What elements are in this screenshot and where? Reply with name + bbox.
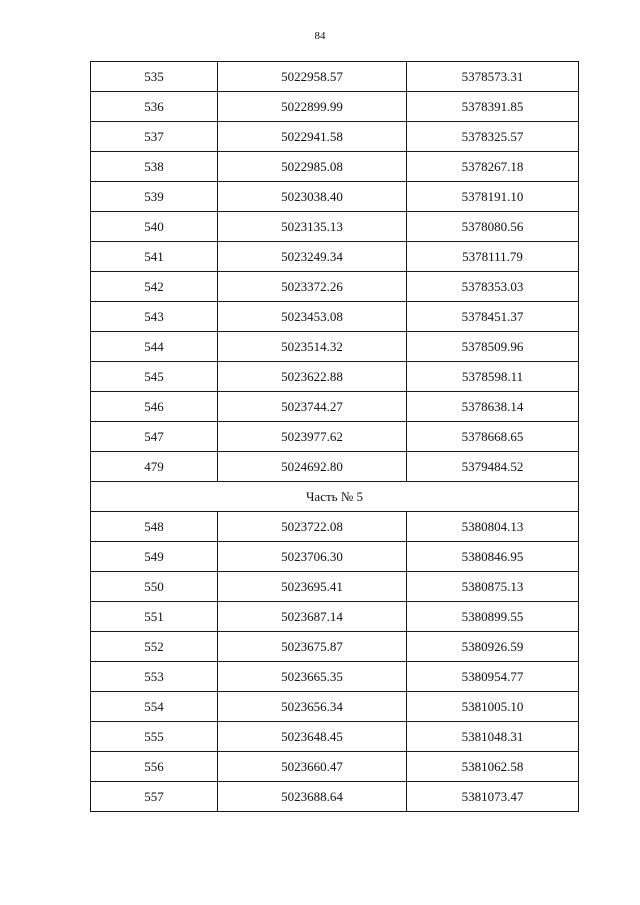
- x-coordinate-cell: 5023675.87: [218, 632, 407, 662]
- x-coordinate-cell: 5023453.08: [218, 302, 407, 332]
- y-coordinate-cell: 5380846.95: [407, 542, 579, 572]
- point-number-cell: 539: [91, 182, 218, 212]
- point-number-cell: 549: [91, 542, 218, 572]
- table-row: [91, 572, 579, 602]
- point-number-cell: 552: [91, 632, 218, 662]
- point-number-cell: 547: [91, 422, 218, 452]
- table-row: [91, 632, 579, 662]
- table-row: [91, 782, 579, 812]
- table-row: [91, 542, 579, 572]
- coordinates-table: [90, 61, 579, 812]
- x-coordinate-cell: 5023722.08: [218, 512, 407, 542]
- x-coordinate-cell: 5023648.45: [218, 722, 407, 752]
- table-row: [91, 212, 579, 242]
- point-number-cell: 546: [91, 392, 218, 422]
- x-coordinate-cell: 5023977.62: [218, 422, 407, 452]
- table-row: [91, 422, 579, 452]
- point-number-cell: 553: [91, 662, 218, 692]
- y-coordinate-cell: 5378267.18: [407, 152, 579, 182]
- table-row: [91, 512, 579, 542]
- y-coordinate-cell: 5380926.59: [407, 632, 579, 662]
- point-number-cell: 556: [91, 752, 218, 782]
- section-header-row: [91, 482, 579, 512]
- y-coordinate-cell: 5378325.57: [407, 122, 579, 152]
- point-number-cell: 537: [91, 122, 218, 152]
- point-number-cell: 535: [91, 62, 218, 92]
- point-number-cell: 540: [91, 212, 218, 242]
- x-coordinate-cell: 5023372.26: [218, 272, 407, 302]
- table-row: [91, 272, 579, 302]
- y-coordinate-cell: 5381048.31: [407, 722, 579, 752]
- y-coordinate-cell: 5380875.13: [407, 572, 579, 602]
- table-row: [91, 302, 579, 332]
- x-coordinate-cell: 5023706.30: [218, 542, 407, 572]
- point-number-cell: 536: [91, 92, 218, 122]
- point-number-cell: 538: [91, 152, 218, 182]
- x-coordinate-cell: 5023660.47: [218, 752, 407, 782]
- y-coordinate-cell: 5380899.55: [407, 602, 579, 632]
- y-coordinate-cell: 5380804.13: [407, 512, 579, 542]
- x-coordinate-cell: 5022899.99: [218, 92, 407, 122]
- y-coordinate-cell: 5381073.47: [407, 782, 579, 812]
- x-coordinate-cell: 5023665.35: [218, 662, 407, 692]
- y-coordinate-cell: 5378353.03: [407, 272, 579, 302]
- x-coordinate-cell: 5023038.40: [218, 182, 407, 212]
- coordinates-table-body: [91, 62, 579, 812]
- table-row: [91, 62, 579, 92]
- y-coordinate-cell: 5378509.96: [407, 332, 579, 362]
- x-coordinate-cell: 5023249.34: [218, 242, 407, 272]
- point-number-cell: 550: [91, 572, 218, 602]
- y-coordinate-cell: 5379484.52: [407, 452, 579, 482]
- x-coordinate-cell: 5022958.57: [218, 62, 407, 92]
- table-row: [91, 92, 579, 122]
- point-number-cell: 551: [91, 602, 218, 632]
- x-coordinate-cell: 5023135.13: [218, 212, 407, 242]
- y-coordinate-cell: 5378391.85: [407, 92, 579, 122]
- x-coordinate-cell: 5023688.64: [218, 782, 407, 812]
- x-coordinate-cell: 5024692.80: [218, 452, 407, 482]
- x-coordinate-cell: 5023656.34: [218, 692, 407, 722]
- y-coordinate-cell: 5378080.56: [407, 212, 579, 242]
- x-coordinate-cell: 5022985.08: [218, 152, 407, 182]
- point-number-cell: 541: [91, 242, 218, 272]
- table-row: [91, 122, 579, 152]
- point-number-cell: 544: [91, 332, 218, 362]
- y-coordinate-cell: 5378573.31: [407, 62, 579, 92]
- x-coordinate-cell: 5023744.27: [218, 392, 407, 422]
- table-row: [91, 392, 579, 422]
- point-number-cell: 548: [91, 512, 218, 542]
- y-coordinate-cell: 5381005.10: [407, 692, 579, 722]
- point-number-cell: 542: [91, 272, 218, 302]
- x-coordinate-cell: 5023695.41: [218, 572, 407, 602]
- table-row: [91, 332, 579, 362]
- table-row: [91, 182, 579, 212]
- y-coordinate-cell: 5378638.14: [407, 392, 579, 422]
- table-row: [91, 362, 579, 392]
- table-row: [91, 602, 579, 632]
- section-label: Часть № 5: [91, 482, 579, 512]
- point-number-cell: 557: [91, 782, 218, 812]
- table-row: [91, 452, 579, 482]
- table-row: [91, 242, 579, 272]
- table-row: [91, 152, 579, 182]
- table-row: [91, 692, 579, 722]
- point-number-cell: 543: [91, 302, 218, 332]
- table-row: [91, 722, 579, 752]
- point-number-cell: 554: [91, 692, 218, 722]
- y-coordinate-cell: 5381062.58: [407, 752, 579, 782]
- point-number-cell: 479: [91, 452, 218, 482]
- y-coordinate-cell: 5380954.77: [407, 662, 579, 692]
- x-coordinate-cell: 5023622.88: [218, 362, 407, 392]
- point-number-cell: 545: [91, 362, 218, 392]
- point-number-cell: 555: [91, 722, 218, 752]
- y-coordinate-cell: 5378191.10: [407, 182, 579, 212]
- y-coordinate-cell: 5378598.11: [407, 362, 579, 392]
- y-coordinate-cell: 5378111.79: [407, 242, 579, 272]
- table-row: [91, 752, 579, 782]
- y-coordinate-cell: 5378668.65: [407, 422, 579, 452]
- page-number: 84: [314, 30, 326, 42]
- x-coordinate-cell: 5023514.32: [218, 332, 407, 362]
- y-coordinate-cell: 5378451.37: [407, 302, 579, 332]
- x-coordinate-cell: 5022941.58: [218, 122, 407, 152]
- x-coordinate-cell: 5023687.14: [218, 602, 407, 632]
- table-row: [91, 662, 579, 692]
